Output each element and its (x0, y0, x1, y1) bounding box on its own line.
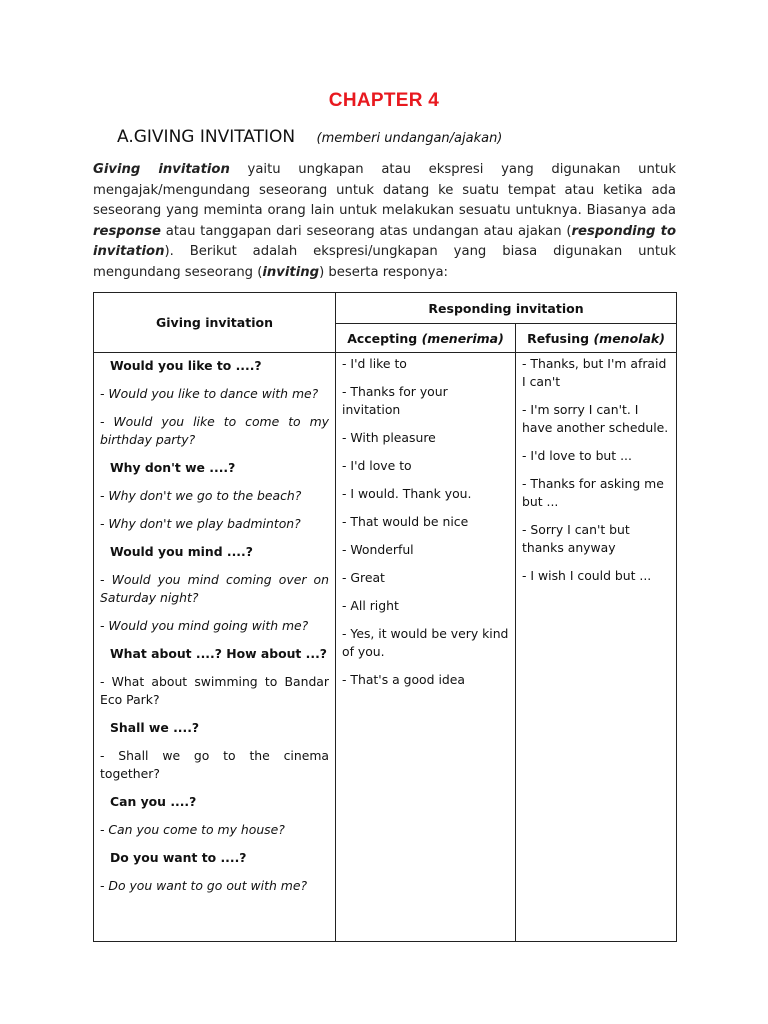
header-accepting (336, 324, 516, 353)
accepting-item: - I would. Thank you. (342, 486, 472, 501)
accepting-item: - Great (342, 570, 385, 585)
intro-text-3: ). Berikut adalah ekspresi/ungkapan yang biasa digunakan untuk mengundang seseorang ( (93, 244, 676, 280)
giving-expression-head: Would you mind ....? (110, 544, 253, 559)
section-letter: A. (117, 127, 134, 147)
refusing-item: - Thanks for asking me but ... (522, 476, 664, 509)
intro-text-1: yaitu ungkapan atau ekspresi yang digunakan untuk mengajak/mengundang seseorang untuk datang ke suatu tempat atau ketika ada seseorang yang meminta orang lain untuk melakukan sesuatu untuknya. Biasanya ada (93, 162, 676, 219)
intro-paragraph (93, 160, 676, 284)
giving-example: - What about swimming to Bandar Eco Park? (100, 674, 329, 707)
accepting-item: - I'd love to (342, 458, 412, 473)
giving-expression-head: Shall we ....? (110, 720, 200, 735)
giving-expression-head: Why don't we ....? (110, 460, 236, 475)
accepting-item: - All right (342, 598, 399, 613)
invitation-table (93, 292, 677, 942)
giving-example: - Would you mind going with me? (100, 618, 309, 633)
header-responding: Responding invitation (336, 293, 677, 324)
accepting-column (336, 353, 516, 942)
giving-expression-head: Do you want to ....? (110, 850, 247, 865)
intro-text-4: ) beserta responya: (319, 264, 448, 280)
intro-text-2: atau tanggapan dari seseorang atas undangan atau ajakan ( (160, 223, 572, 239)
header-refusing-sub: (menolak) (593, 330, 665, 346)
accepting-item: - Yes, it would be very kind of you. (342, 626, 509, 659)
giving-expression-head: Would you like to ....? (110, 358, 262, 373)
giving-example: - Would you like to come to my birthday party? (100, 414, 329, 447)
intro-term-responding: responding to invitation (93, 223, 677, 260)
accepting-item: - That's a good idea (342, 672, 465, 687)
section-heading (117, 127, 502, 147)
giving-expression-head: Can you ....? (110, 794, 197, 809)
intro-term-giving: Giving invitation (93, 162, 230, 177)
giving-expression-head: What about ....? How about ...? (110, 646, 327, 661)
accepting-item: - That would be nice (342, 514, 469, 529)
header-refusing (516, 324, 677, 353)
header-accepting-sub: (menerima) (421, 330, 504, 346)
giving-column (94, 353, 336, 942)
giving-list (94, 353, 335, 895)
accepting-item: - I'd like to (342, 356, 407, 371)
header-refusing-label: Refusing (527, 330, 590, 346)
refusing-item: - I'd love to but ... (522, 448, 632, 463)
chapter-title: CHAPTER 4 (328, 90, 440, 111)
section-subtitle: (memberi undangan/ajakan) (316, 131, 503, 146)
giving-example: - Why don't we play badminton? (100, 516, 301, 531)
refusing-item: - I'm sorry I can't. I have another schedule. (522, 402, 669, 435)
intro-term-response: response (93, 223, 161, 239)
accepting-item: - With pleasure (342, 430, 436, 445)
refusing-column (516, 353, 677, 942)
giving-example: - Shall we go to the cinema together? (100, 748, 329, 781)
giving-example: - Would you mind coming over on Saturday night? (100, 572, 329, 605)
giving-example: - Do you want to go out with me? (100, 878, 308, 893)
refusing-item: - Sorry I can't but thanks anyway (522, 522, 630, 555)
header-giving: Giving invitation (94, 293, 336, 353)
accepting-list (336, 353, 515, 689)
intro-term-inviting: inviting (262, 264, 320, 280)
refusing-item: - Thanks, but I'm afraid I can't (522, 356, 667, 389)
accepting-item: - Wonderful (342, 542, 414, 557)
refusing-item: - I wish I could but ... (522, 568, 652, 583)
header-accepting-label: Accepting (347, 330, 418, 346)
refusing-list (516, 353, 676, 585)
accepting-item: - Thanks for your invitation (342, 384, 448, 417)
section-title: GIVING INVITATION (133, 127, 296, 147)
giving-example: - Can you come to my house? (100, 822, 285, 837)
giving-example: - Why don't we go to the beach? (100, 488, 302, 503)
giving-example: - Would you like to dance with me? (100, 386, 319, 401)
